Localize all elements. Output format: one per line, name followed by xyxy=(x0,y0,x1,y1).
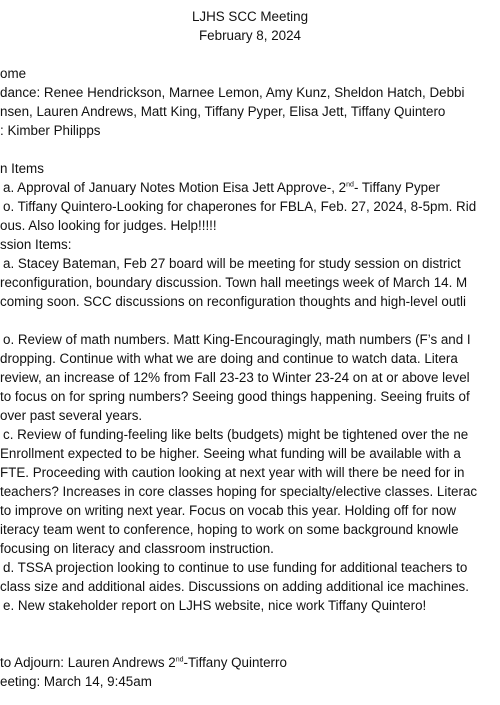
discussion-b-line-4: to focus on for spring numbers? Seeing good things happening. Seeing fruits of xyxy=(0,389,470,404)
document-date: February 8, 2024 xyxy=(199,28,301,43)
discussion-c-line-2: Enrollment expected to be higher. Seeing what funding will be available with a xyxy=(0,446,461,461)
discussion-d-line-2: class size and additional aides. Discussions on adding additional ice machines. xyxy=(0,579,469,594)
discussion-c-line-7: focusing on literacy and classroom instruction. xyxy=(0,541,274,556)
discussion-a-line-2: reconfiguration, boundary discussion. Town hall meetings week of March 14. M xyxy=(0,275,468,290)
attendance-line-1: dance: Renee Hendrickson, Marnee Lemon, Amy Kunz, Sheldon Hatch, Debbi xyxy=(0,85,465,100)
section-welcome: ome xyxy=(0,66,27,81)
discussion-e-line-1: e. New stakeholder report on LJHS website, nice work Tiffany Quintero! xyxy=(3,598,427,613)
discussion-b-line-1: o. Review of math numbers. Matt King-Encouragingly, math numbers (F’s and I xyxy=(3,332,471,347)
action-item-b-line-2: ous. Also looking for judges. Help!!!!! xyxy=(0,218,217,233)
discussion-d-line-1: d. TSSA projection looking to continue to use funding for additional teachers to xyxy=(3,560,468,575)
ordinal-suffix: nd xyxy=(175,656,184,664)
action-item-b-line-1: o. Tiffany Quintero-Looking for chaperones for FBLA, Feb. 27, 2024, 8-5pm. Rid xyxy=(3,199,477,214)
discussion-c-line-1: c. Review of funding-feeling like belts (budgets) might be tightened over the ne xyxy=(3,427,469,442)
discussion-b-line-2: dropping. Continue with what we are doing and continue to watch data. Litera xyxy=(0,351,458,366)
action-item-a: a. Approval of January Notes Motion Eisa Jett Approve-, 2nd- Tiffany Pyper xyxy=(3,180,441,195)
motion-to-adjourn: to Adjourn: Lauren Andrews 2nd-Tiffany Quinterro xyxy=(0,655,287,670)
discussion-c-line-6: iteracy team went to conference, hoping to work on some background knowle xyxy=(0,522,459,537)
section-action-items: n Items xyxy=(0,161,44,176)
discussion-c-line-5: to improve on writing next year. Focus on vocab this year. Holding off for now xyxy=(0,503,457,518)
discussion-a-line-3: coming soon. SCC discussions on reconfiguration thoughts and high-level outli xyxy=(0,294,466,309)
section-discussion-items: ssion Items: xyxy=(0,237,72,252)
attendance-line-2: nsen, Lauren Andrews, Matt King, Tiffany Pyper, Elisa Jett, Tiffany Quintero xyxy=(0,104,446,119)
document-title: LJHS SCC Meeting xyxy=(191,9,309,24)
next-meeting: eeting: March 14, 9:45am xyxy=(0,674,152,689)
discussion-a-line-1: a. Stacey Bateman, Feb 27 board will be meeting for study session on district xyxy=(3,256,461,271)
discussion-b-line-5: over past several years. xyxy=(0,408,143,423)
ordinal-suffix: nd xyxy=(346,181,354,189)
discussion-c-line-4: teachers? Increases in core classes hoping for specialty/elective classes. Literac xyxy=(0,484,478,499)
discussion-c-line-3: FTE. Proceeding with caution looking at next year with will there be need for in xyxy=(0,465,465,480)
excused-line: : Kimber Philipps xyxy=(0,123,101,138)
discussion-b-line-3: review, an increase of 12% from Fall 23-23 to Winter 23-24 on at or above level xyxy=(0,370,470,385)
